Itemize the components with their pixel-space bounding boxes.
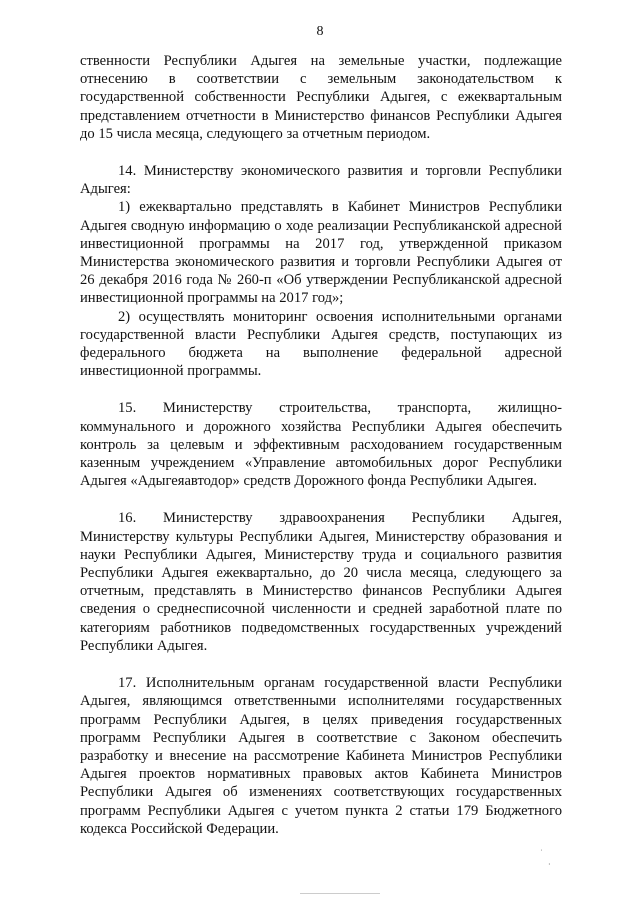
scan-speck: ·	[548, 860, 551, 869]
paragraph-item-14-2: 2) осуществлять мониторинг освоения исполнительными органами государственной власти Республики Адыгея средств, поступающих из федерального бюджета на выполнение федеральной адресной инвестиционной программы.	[80, 308, 562, 380]
paragraph-item-16: 16. Министерству здравоохранения Республики Адыгея, Министерству культуры Республики Адыгея, Министерству образования и науки Республики Адыгея, Министерству труда и социального развития Республики Адыгея ежеквартально, до 20 числа месяца, следующего за отчетным, представлять в Министерство финансов Республики Адыгея сведения о среднесписочной численности и средней заработной плате по категориям работников подведомственных государственных учреждений Республики Адыгея.	[80, 510, 562, 654]
document-body	[80, 52, 562, 838]
paragraph-gap	[80, 490, 562, 509]
paragraph-item-17: 17. Исполнительным органам государственной власти Республики Адыгея, являющимся ответственными исполнителями государственных программ Республики Адыгея, в целях приведения государственных программ Республики Адыгея в соответствие с Законом обеспечить разработку и внесение на рассмотрение Кабинета Министров Республики Адыгея проектов нормативных правовых актов Кабинета Министров Республики Адыгея об изменениях соответствующих государственных программ Республики Адыгея с учетом пункта 2 статьи 179 Бюджетного кодекса Российской Федерации.	[80, 675, 562, 837]
paragraph-item-14-1: 1) ежеквартально представлять в Кабинет Министров Республики Адыгея сводную информацию о ходе реализации Республиканской адресной инвестиционной программы на 2017 год, утвержденной приказом Министерства экономического развития и торговли Республики Адыгея от 26 декабря 2016 года № 260-п «Об утверждении Республиканской адресной инвестиционной программы на 2017 год»;	[80, 199, 562, 307]
paragraph-gap	[80, 143, 562, 162]
paragraph-item-15: 15. Министерству строительства, транспорта, жилищно-коммунального и дорожного хозяйства Республики Адыгея обеспечить контроль за целевым и эффективным расходованием государственным казенным учреждением «Управление автомобильных дорог Республики Адыгея «Адыгеяавтодор» средств Дорожного фонда Республики Адыгея.	[80, 400, 562, 490]
paragraph-item-14: 14. Министерству экономического развития и торговли Республики Адыгея:	[80, 163, 562, 198]
scan-speck: ˙	[540, 848, 543, 857]
page-number: 8	[316, 24, 324, 39]
paragraph-gap	[80, 380, 562, 399]
paragraph-gap	[80, 655, 562, 674]
paragraph-continuation: ственности Республики Адыгея на земельные участки, подлежащие отнесению в соответствии с земельным законодательством к государственной собственности Республики Адыгея, с ежеквартальным представлением отчетности в Министерство финансов Республики Адыгея до 15 числа месяца, следующего за отчетным периодом.	[80, 53, 562, 142]
scan-edge-line	[300, 893, 380, 894]
